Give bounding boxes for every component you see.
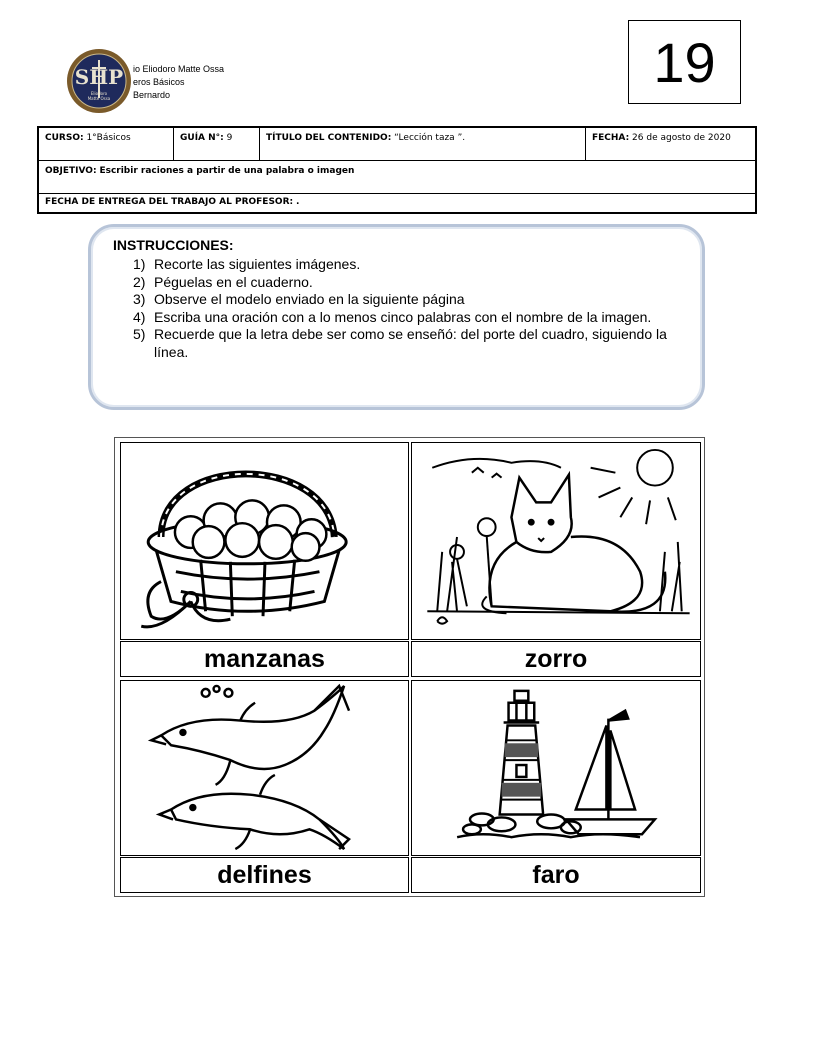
instruction-item: 5) Recuerde que la letra debe ser como se enseñó: del porte del cuadro, siguiendo la línea. — [133, 326, 667, 360]
info-table — [37, 126, 757, 214]
svg-text:SHP: SHP — [74, 65, 124, 89]
fox-icon — [411, 442, 701, 640]
instructions-title: INSTRUCCIONES: — [113, 237, 234, 253]
svg-text:Eliodoro: Eliodoro — [90, 91, 108, 96]
guia-cell: GUÍA N°: 9 — [174, 128, 260, 160]
apple-basket-icon — [120, 442, 409, 640]
page-number: 19 — [628, 20, 741, 104]
picture-label: manzanas — [120, 641, 409, 677]
svg-text:Matte Ossa: Matte Ossa — [87, 96, 111, 101]
instruction-item: 2) Péguelas en el cuaderno. — [133, 273, 313, 290]
school-crest-icon — [66, 48, 132, 114]
picture-grid — [114, 437, 705, 897]
fecha-cell: FECHA: 26 de agosto de 2020 — [592, 133, 731, 143]
curso-cell: CURSO: 1°Básicos — [39, 128, 174, 160]
instruction-item: 4) Escriba una oración con a lo menos cinco palabras con el nombre de la imagen. — [133, 308, 652, 325]
instruction-item: 3) Observe el modelo enviado en la siguiente página — [133, 291, 465, 307]
dolphins-icon — [120, 680, 409, 856]
picture-label: delfines — [120, 857, 409, 893]
instructions-box — [88, 224, 705, 410]
picture-label: faro — [411, 857, 701, 893]
instruction-item: 1) Recorte las siguientes imágenes. — [133, 256, 361, 272]
objetivo-cell: OBJETIVO: Escribir raciones a partir de una palabra o imagen — [45, 166, 355, 176]
picture-label: zorro — [411, 641, 701, 677]
titulo-cell: TÍTULO DEL CONTENIDO: “Lección taza ”. — [260, 128, 586, 160]
instructions-list — [113, 256, 684, 361]
lighthouse-icon — [411, 680, 701, 856]
school-name: io Eliodoro Matte Ossa eros Básicos Bernardo — [133, 64, 225, 100]
entrega-cell: FECHA DE ENTREGA DEL TRABAJO AL PROFESOR: . — [45, 197, 300, 207]
